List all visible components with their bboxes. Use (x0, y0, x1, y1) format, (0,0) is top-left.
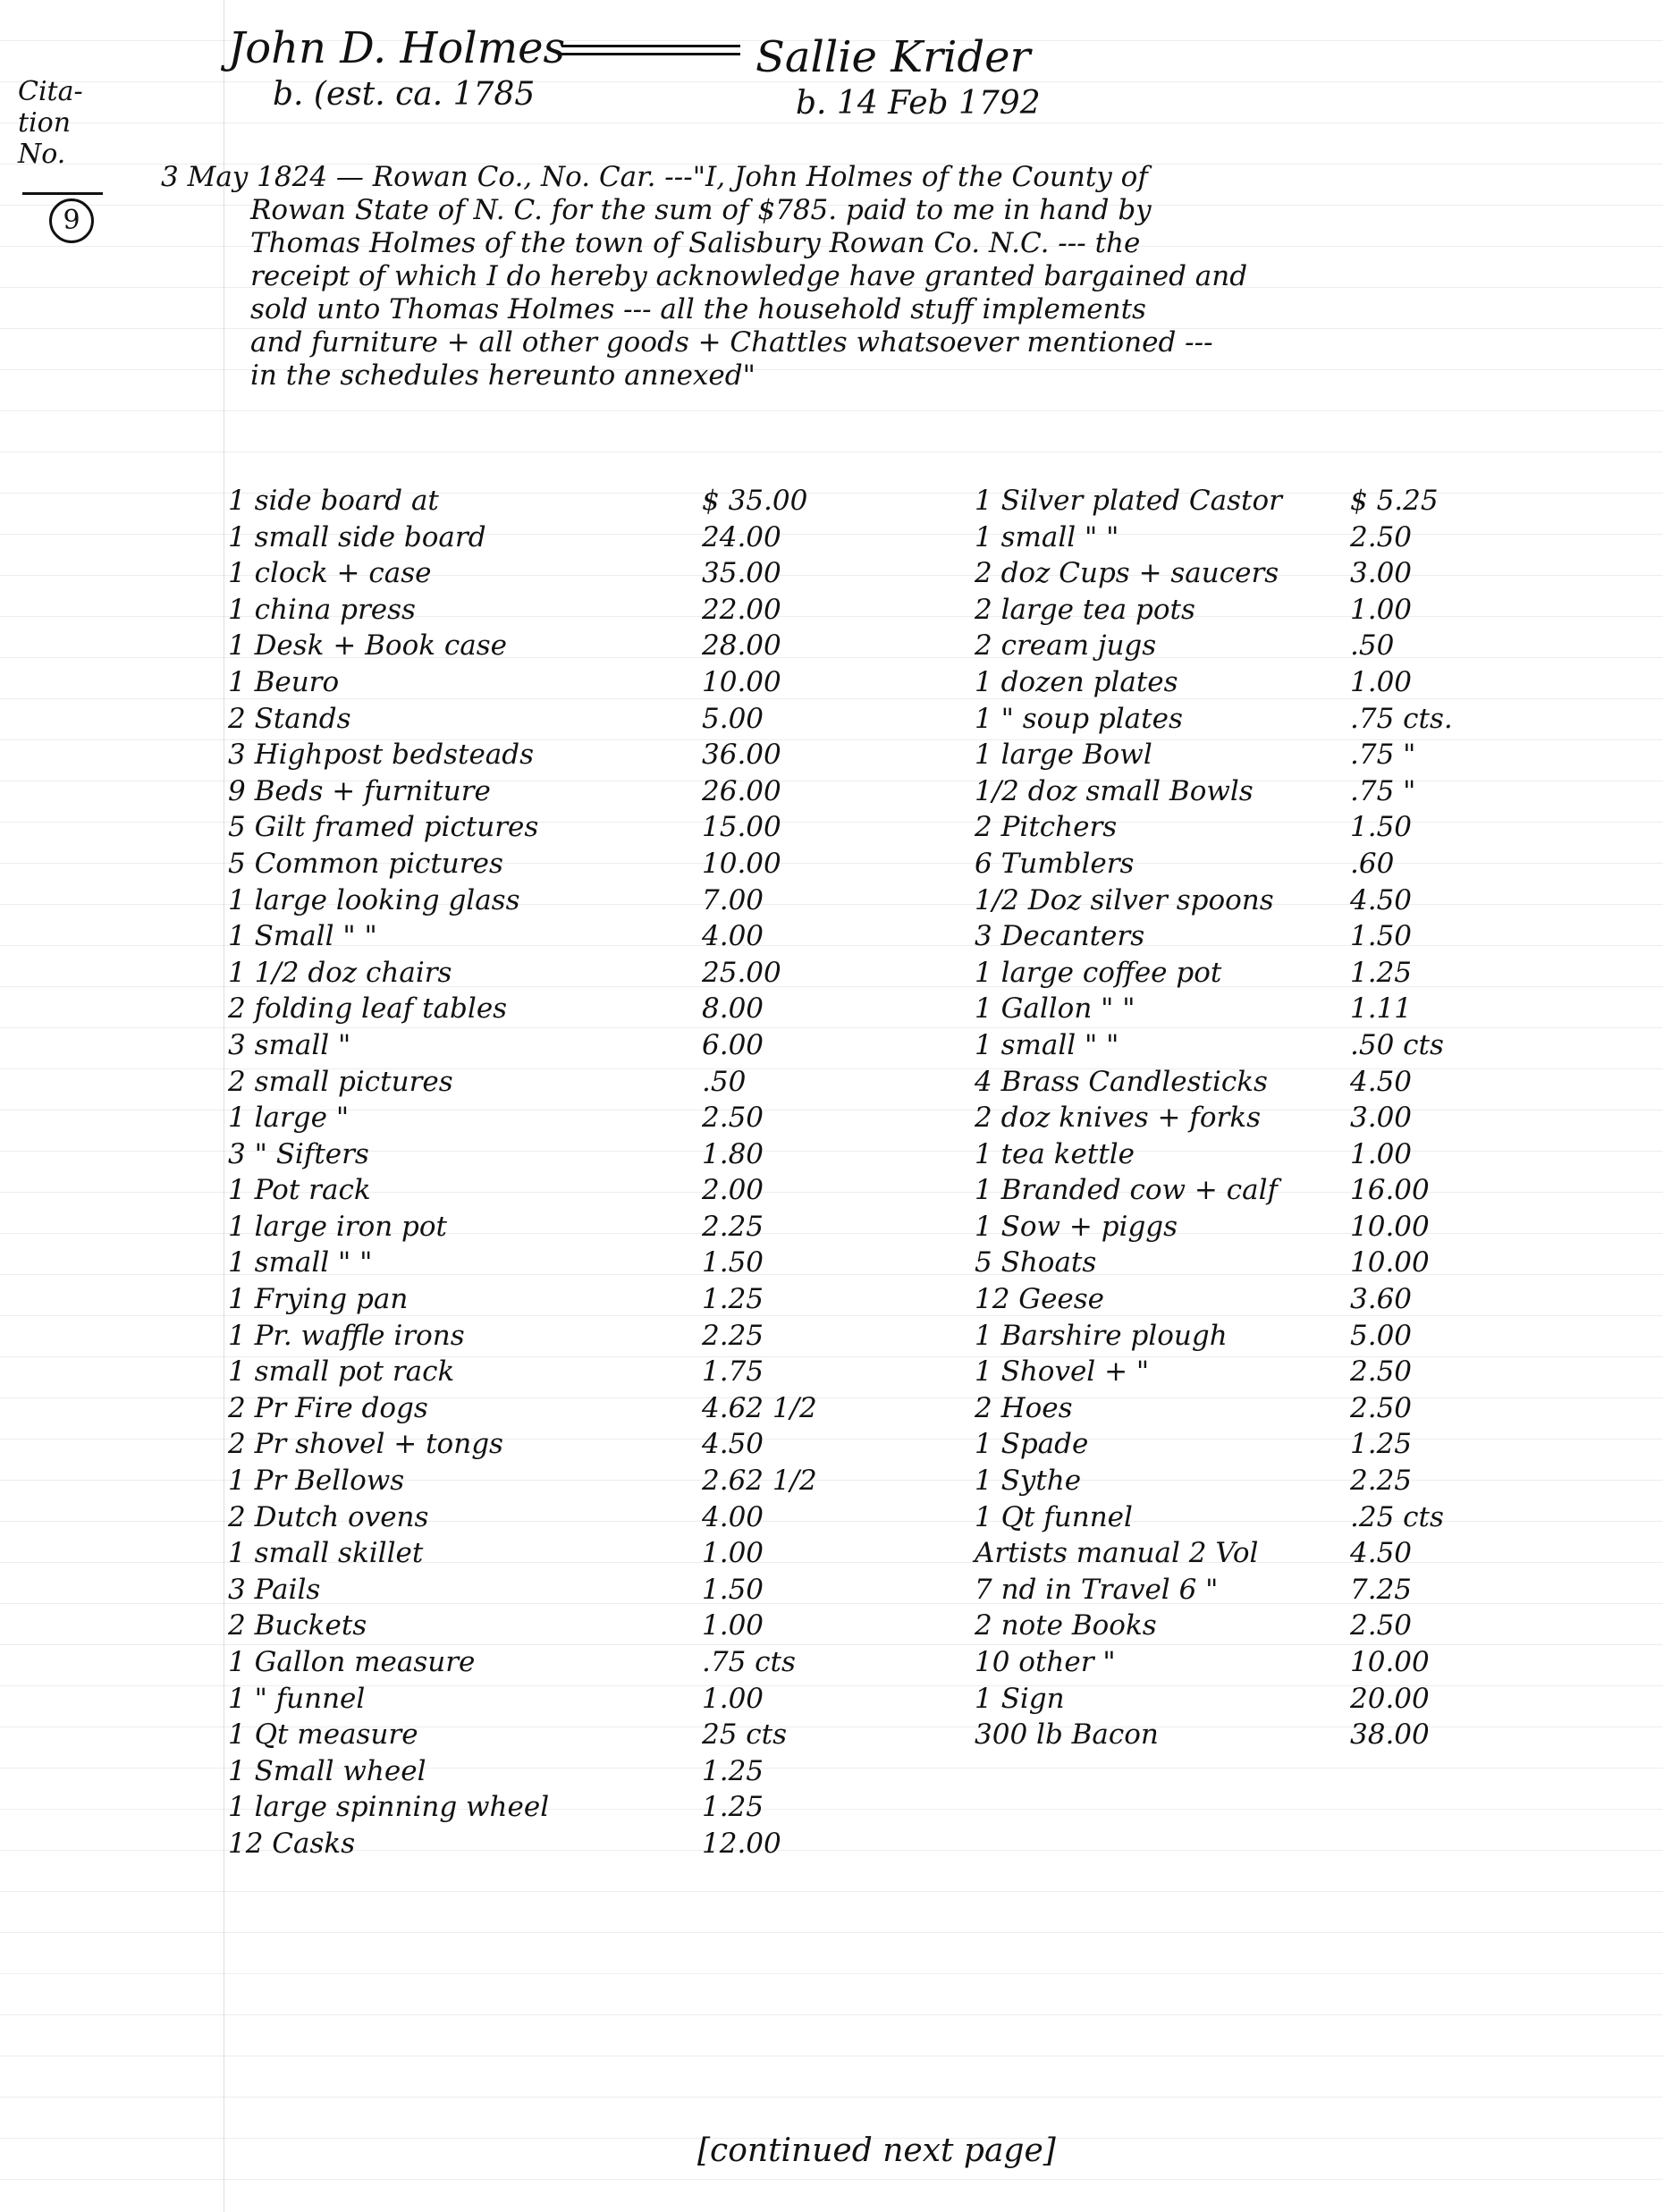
inventory-item: 1 large " (228, 1102, 350, 1135)
inventory-row (228, 1426, 925, 1463)
inventory-item: 1 small " " (975, 1028, 1119, 1061)
inventory-price: 10.00 (702, 847, 781, 880)
inventory-item: 1 large looking glass (228, 883, 520, 916)
inventory-price: 3.00 (1350, 557, 1413, 590)
inventory-row (975, 1245, 1627, 1281)
inventory-row (228, 1136, 925, 1173)
inventory-row (975, 555, 1627, 592)
inventory-row (228, 1572, 925, 1608)
inventory-row (228, 918, 925, 955)
inventory-row (975, 809, 1627, 846)
inventory-price: 36.00 (702, 739, 781, 772)
inventory-price: 28.00 (702, 629, 781, 663)
inventory-item: 1 large iron pot (228, 1210, 448, 1243)
inventory-item: 2 cream jugs (975, 629, 1157, 663)
inventory-price: 7.25 (1350, 1573, 1413, 1606)
inventory-item: 1 large coffee pot (975, 956, 1222, 989)
inventory-price: 35.00 (702, 557, 781, 590)
inventory-row (228, 1064, 925, 1101)
inventory-price: 7.00 (702, 883, 764, 916)
inventory-item: 1 small pot rack (228, 1355, 455, 1389)
inventory-row (228, 1789, 925, 1826)
inventory-row (228, 483, 925, 519)
inventory-item: 3 Highpost bedsteads (228, 739, 535, 772)
inventory-item: 1/2 doz small Bowls (975, 774, 1254, 807)
inventory-price: 25.00 (702, 956, 781, 989)
inventory-row (228, 846, 925, 882)
inventory-item: 1 " funnel (228, 1682, 366, 1715)
deed-line: sold unto Thomas Holmes --- all the household stuff implements (250, 293, 1146, 325)
inventory-row (228, 1390, 925, 1427)
inventory-price: 1.00 (702, 1609, 764, 1642)
inventory-row (228, 1172, 925, 1209)
inventory-row (975, 1644, 1627, 1681)
inventory-row (228, 991, 925, 1027)
inventory-row (228, 1535, 925, 1572)
deed-paragraph (161, 161, 1556, 393)
inventory-row (228, 955, 925, 992)
inventory-row (228, 1826, 925, 1862)
inventory-price: 2.50 (702, 1102, 764, 1135)
inventory-row (975, 1608, 1627, 1644)
inventory-price: 2.50 (1350, 1391, 1413, 1424)
inventory-price: 6.00 (702, 1028, 764, 1061)
inventory-row (975, 483, 1627, 519)
inventory-item: 5 Common pictures (228, 847, 503, 880)
inventory-price: 2.50 (1350, 1609, 1413, 1642)
inventory-row (228, 701, 925, 738)
inventory-row (975, 1426, 1627, 1463)
inventory-row (975, 1535, 1627, 1572)
inventory-item: 2 small pictures (228, 1065, 453, 1098)
inventory-row (975, 1463, 1627, 1499)
inventory-row (228, 1245, 925, 1281)
inventory-price: 2.25 (702, 1319, 764, 1352)
inventory-price: 1.00 (1350, 1137, 1413, 1170)
inventory-row (975, 1681, 1627, 1718)
continued-note: [continued next page] (697, 2132, 1056, 2169)
inventory-item: 2 Dutch ovens (228, 1500, 429, 1533)
inventory-row (975, 737, 1627, 773)
husband-birth: b. (est. ca. 1785 (273, 76, 536, 113)
inventory-row (975, 1064, 1627, 1101)
inventory-row (975, 1281, 1627, 1318)
inventory-price: 10.00 (1350, 1646, 1430, 1678)
inventory-price: .75 cts (702, 1646, 796, 1678)
inventory-price: 4.50 (1350, 1065, 1413, 1098)
inventory-item: 2 doz knives + forks (975, 1102, 1262, 1135)
inventory-item: 1 Qt funnel (975, 1500, 1133, 1533)
inventory-item: 3 small " (228, 1028, 351, 1061)
inventory-price: .50 cts (1350, 1028, 1444, 1061)
inventory-item: 1 Gallon measure (228, 1646, 476, 1678)
inventory-item: 1 small side board (228, 520, 486, 553)
inventory-price: 2.50 (1350, 1355, 1413, 1389)
inventory-item: 3 " Sifters (228, 1137, 369, 1170)
inventory-row (975, 846, 1627, 882)
inventory-row (975, 1136, 1627, 1173)
inventory-item: 1 Spade (975, 1428, 1089, 1461)
inventory-price: 1.25 (702, 1283, 764, 1316)
inventory-item: 1 Beuro (228, 665, 340, 698)
deed-line: Rowan State of N. C. for the sum of $785. paid to me in hand by (250, 194, 1152, 226)
inventory-price: 16.00 (1350, 1174, 1430, 1207)
inventory-row (975, 1318, 1627, 1355)
inventory-item: 1 large Bowl (975, 739, 1152, 772)
citation-underline (22, 192, 103, 195)
inventory-price: 10.00 (1350, 1246, 1430, 1279)
inventory-item: 1 Shovel + " (975, 1355, 1150, 1389)
inventory-price: 4.00 (702, 920, 764, 953)
inventory-price: 1.00 (702, 1682, 764, 1715)
inventory-row (228, 809, 925, 846)
inventory-row (975, 918, 1627, 955)
inventory-item: 1 large spinning wheel (228, 1791, 550, 1824)
inventory-price: 20.00 (1350, 1682, 1430, 1715)
inventory-item: 1 Qt measure (228, 1718, 418, 1752)
inventory-item: 1 " soup plates (975, 702, 1183, 735)
inventory-price: 4.50 (1350, 1537, 1413, 1570)
wife-birth: b. 14 Feb 1792 (796, 85, 1041, 122)
inventory-item: 1 Small " " (228, 920, 377, 953)
inventory-item: 1 1/2 doz chairs (228, 956, 452, 989)
inventory-price: 1.80 (702, 1137, 764, 1170)
inventory-item: 1 Small wheel (228, 1754, 426, 1787)
inventory-price: 1.50 (702, 1573, 764, 1606)
inventory-item: 5 Gilt framed pictures (228, 811, 539, 844)
inventory-price: 1.50 (1350, 811, 1413, 844)
inventory-row (228, 1499, 925, 1536)
inventory-item: 4 Brass Candlesticks (975, 1065, 1268, 1098)
inventory-price: 3.00 (1350, 1102, 1413, 1135)
inventory-row (975, 1354, 1627, 1390)
inventory-row (975, 519, 1627, 556)
inventory-item: 3 Decanters (975, 920, 1145, 953)
inventory-price: 1.00 (1350, 665, 1413, 698)
inventory-item: Artists manual 2 Vol (975, 1537, 1259, 1570)
inventory-item: 1 Pr Bellows (228, 1465, 405, 1498)
inventory-row (975, 955, 1627, 992)
inventory-price: 1.11 (1350, 992, 1413, 1026)
inventory-row (975, 1172, 1627, 1209)
inventory-row (228, 1463, 925, 1499)
inventory-price: 5.00 (702, 702, 764, 735)
inventory-price: .25 cts (1350, 1500, 1444, 1533)
inventory-left-column (228, 483, 925, 1862)
inventory-item: 1 china press (228, 593, 416, 626)
inventory-price: 24.00 (702, 520, 781, 553)
inventory-row (975, 1390, 1627, 1427)
inventory-price: 1.25 (702, 1791, 764, 1824)
inventory-price: 1.25 (1350, 956, 1413, 989)
inventory-item: 1 Sow + piggs (975, 1210, 1178, 1243)
inventory-item: 2 Buckets (228, 1609, 367, 1642)
inventory-item: 2 Stands (228, 702, 351, 735)
inventory-price: 1.00 (1350, 593, 1413, 626)
marriage-double-line (561, 45, 740, 55)
inventory-item: 2 Pitchers (975, 811, 1118, 844)
inventory-price: 1.00 (702, 1537, 764, 1570)
inventory-row (228, 1209, 925, 1245)
inventory-price: 4.62 1/2 (702, 1391, 817, 1424)
inventory-item: 1 Pot rack (228, 1174, 371, 1207)
inventory-row (228, 773, 925, 810)
inventory-item: 12 Geese (975, 1283, 1105, 1316)
inventory-price: .50 (1350, 629, 1395, 663)
inventory-row (228, 1753, 925, 1790)
inventory-item: 5 Shoats (975, 1246, 1097, 1279)
inventory-row (975, 664, 1627, 701)
inventory-item: 3 Pails (228, 1573, 321, 1606)
inventory-item: 2 Pr shovel + tongs (228, 1428, 503, 1461)
inventory-item: 1 clock + case (228, 557, 432, 590)
inventory-row (975, 1572, 1627, 1608)
inventory-row (228, 1717, 925, 1753)
citation-label (18, 76, 116, 170)
inventory-price: $ 35.00 (702, 485, 808, 517)
inventory-item: 1 Branded cow + calf (975, 1174, 1278, 1207)
inventory-price: 25 cts (702, 1718, 788, 1752)
inventory-row (228, 1681, 925, 1718)
inventory-price: 8.00 (702, 992, 764, 1026)
inventory-row (975, 628, 1627, 664)
inventory-row (228, 519, 925, 556)
inventory-price: 38.00 (1350, 1718, 1430, 1752)
inventory-item: 2 folding leaf tables (228, 992, 508, 1026)
inventory-price: 2.25 (1350, 1465, 1413, 1498)
citation-label-line: tion (18, 107, 72, 139)
inventory-row (228, 1100, 925, 1136)
inventory-right-column (975, 483, 1627, 1753)
inventory-row (228, 664, 925, 701)
inventory-price: 1.25 (1350, 1428, 1413, 1461)
deed-line: 3 May 1824 — Rowan Co., No. Car. ---"I, John Holmes of the County of (161, 161, 1148, 193)
inventory-item: 10 other " (975, 1646, 1116, 1678)
inventory-item: 1/2 Doz silver spoons (975, 883, 1274, 916)
inventory-item: 2 Pr Fire dogs (228, 1391, 428, 1424)
inventory-price: 4.50 (1350, 883, 1413, 916)
inventory-item: 6 Tumblers (975, 847, 1135, 880)
inventory-item: 1 Desk + Book case (228, 629, 507, 663)
inventory-row (228, 1608, 925, 1644)
inventory-item: 1 Silver plated Castor (975, 485, 1282, 517)
inventory-price: 4.00 (702, 1500, 764, 1533)
inventory-item: 1 Frying pan (228, 1283, 409, 1316)
inventory-price: 4.50 (702, 1428, 764, 1461)
inventory-row (228, 882, 925, 919)
inventory-row (228, 1354, 925, 1390)
inventory-item: 2 Hoes (975, 1391, 1073, 1424)
inventory-price: .75 cts. (1350, 702, 1453, 735)
inventory-item: 1 small " " (975, 520, 1119, 553)
inventory-row (975, 1717, 1627, 1753)
inventory-row (228, 737, 925, 773)
inventory-item: 2 doz Cups + saucers (975, 557, 1279, 590)
inventory-item: 12 Casks (228, 1827, 356, 1860)
inventory-item: 9 Beds + furniture (228, 774, 491, 807)
inventory-row (228, 628, 925, 664)
inventory-item: 1 Barshire plough (975, 1319, 1228, 1352)
inventory-item: 1 small " " (228, 1246, 373, 1279)
inventory-price: 5.00 (1350, 1319, 1413, 1352)
inventory-row (975, 1209, 1627, 1245)
inventory-row (975, 1100, 1627, 1136)
inventory-item: 1 Sign (975, 1682, 1065, 1715)
inventory-item: 1 Sythe (975, 1465, 1082, 1498)
inventory-price: 15.00 (702, 811, 781, 844)
deed-line: receipt of which I do hereby acknowledge have granted bargained and (250, 260, 1248, 292)
inventory-price: 10.00 (1350, 1210, 1430, 1243)
inventory-row (228, 1318, 925, 1355)
inventory-item: 300 lb Bacon (975, 1718, 1159, 1752)
inventory-price: $ 5.25 (1350, 485, 1439, 517)
deed-line: and furniture + all other goods + Chattles whatsoever mentioned --- (250, 326, 1213, 359)
inventory-price: 2.50 (1350, 520, 1413, 553)
citation-label-line: No. (18, 139, 66, 170)
husband-name: John D. Holmes (228, 23, 566, 73)
inventory-item: 1 small skillet (228, 1537, 424, 1570)
inventory-item: 7 nd in Travel 6 " (975, 1573, 1219, 1606)
deed-line: in the schedules hereunto annexed" (250, 359, 756, 392)
inventory-row (228, 555, 925, 592)
inventory-row (228, 592, 925, 629)
inventory-price: 1.50 (702, 1246, 764, 1279)
inventory-item: 1 Pr. waffle irons (228, 1319, 465, 1352)
inventory-row (975, 882, 1627, 919)
inventory-row (975, 701, 1627, 738)
inventory-price: 1.25 (702, 1754, 764, 1787)
inventory-price: .75 " (1350, 739, 1416, 772)
citation-number: 9 (49, 198, 94, 243)
inventory-price: 3.60 (1350, 1283, 1413, 1316)
inventory-price: 2.62 1/2 (702, 1465, 817, 1498)
wife-name: Sallie Krider (756, 32, 1031, 82)
inventory-price: 1.50 (1350, 920, 1413, 953)
inventory-price: 2.25 (702, 1210, 764, 1243)
inventory-price: .60 (1350, 847, 1395, 880)
deed-line: Thomas Holmes of the town of Salisbury Rowan Co. N.C. --- the (250, 227, 1141, 259)
inventory-item: 2 large tea pots (975, 593, 1195, 626)
inventory-price: .75 " (1350, 774, 1416, 807)
inventory-item: 2 note Books (975, 1609, 1157, 1642)
inventory-item: 1 tea kettle (975, 1137, 1135, 1170)
inventory-price: .50 (702, 1065, 747, 1098)
inventory-price: 1.75 (702, 1355, 764, 1389)
inventory-item: 1 dozen plates (975, 665, 1178, 698)
inventory-price: 26.00 (702, 774, 781, 807)
inventory-row (975, 1027, 1627, 1064)
inventory-row (228, 1644, 925, 1681)
inventory-price: 2.00 (702, 1174, 764, 1207)
inventory-row (975, 1499, 1627, 1536)
inventory-row (975, 592, 1627, 629)
inventory-row (228, 1027, 925, 1064)
inventory-row (975, 991, 1627, 1027)
citation-label-line: Cita- (18, 76, 83, 107)
inventory-row (975, 773, 1627, 810)
inventory-price: 22.00 (702, 593, 781, 626)
inventory-item: 1 side board at (228, 485, 439, 517)
inventory-price: 12.00 (702, 1827, 781, 1860)
inventory-price: 10.00 (702, 665, 781, 698)
inventory-row (228, 1281, 925, 1318)
inventory-item: 1 Gallon " " (975, 992, 1135, 1026)
